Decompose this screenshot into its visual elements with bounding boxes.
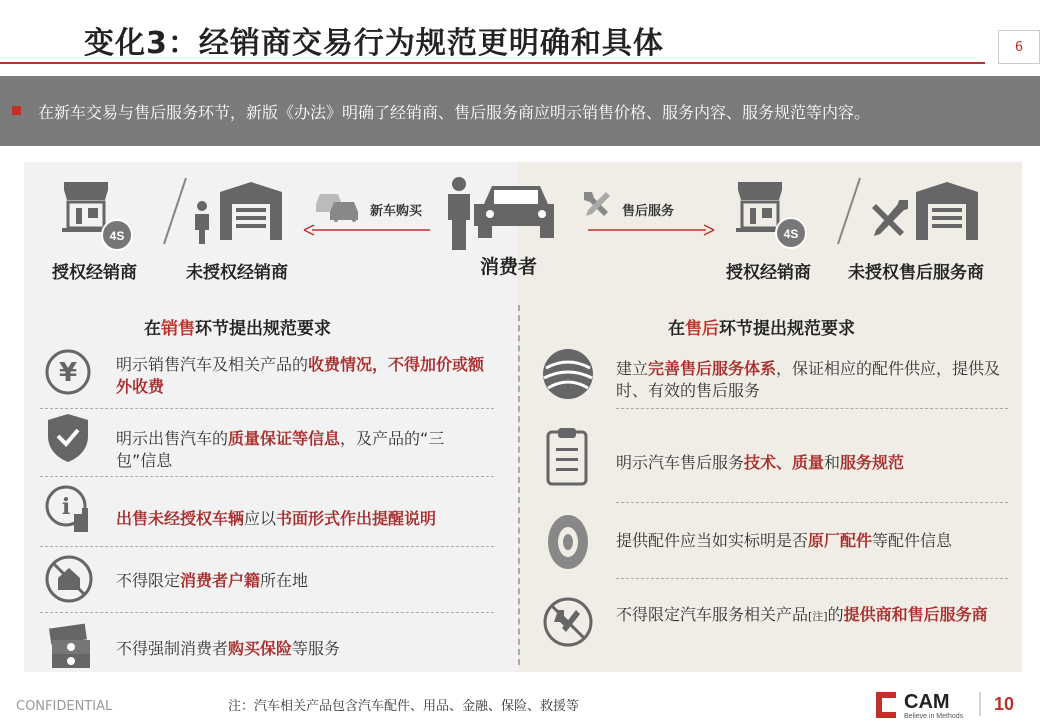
badge-4s-icon-right <box>774 216 808 250</box>
unauthorized-dealer-label: 未授权经销商 <box>186 263 288 283</box>
divider <box>40 546 494 547</box>
divider <box>40 476 494 477</box>
garage-icon-right <box>914 180 980 242</box>
info-pointer-icon <box>44 484 94 538</box>
shield-check-icon <box>46 412 90 464</box>
tire-icon <box>544 512 592 572</box>
svg-text:10: 10 <box>994 694 1015 714</box>
sales-item-5-text: 不得强制消费者购买保险等服务 <box>116 639 341 658</box>
clipboard-icon <box>544 426 590 486</box>
sales-item-3-text: 出售未经授权车辆应以书面形式作出提醒说明 <box>116 509 437 528</box>
svg-text:4S: 4S <box>109 229 125 243</box>
bullet-icon <box>12 106 21 115</box>
wrench-screwdriver-icon <box>868 200 908 240</box>
consumer-label: 消费者 <box>480 256 538 278</box>
sales-section-title: 在销售环节提出规范要求 <box>144 319 331 339</box>
sales-item-2-text: 明示出售汽车的质量保证等信息，及产品的“三包”信息 <box>116 429 445 470</box>
aftersales-item-4-text: 不得限定汽车服务相关产品[注]的提供商和售后服务商 <box>616 605 988 624</box>
arrow-left-icon <box>302 222 432 238</box>
cars-icon <box>314 186 362 222</box>
badge-4s-icon <box>100 218 134 252</box>
money-icon <box>48 622 94 670</box>
svg-text:CAM: CAM <box>904 691 950 713</box>
cam-logo <box>874 688 1034 724</box>
title-underline <box>0 62 985 64</box>
after-sales-service-label: 售后服务 <box>622 204 675 219</box>
sales-item-4-text: 不得限定消费者户籍所在地 <box>116 571 309 590</box>
yen-icon <box>44 348 92 396</box>
new-car-purchase-label: 新车购买 <box>370 204 423 219</box>
intro-text: 在新车交易与售后服务环节，新版《办法》明确了经销商、售后服务商应明示销售价格、服务内容、服务规范等内容。 <box>38 103 871 122</box>
footnote: 注：汽车相关产品包含汽车配件、用品、金融、保险、救援等 <box>228 699 580 714</box>
authorized-dealer-label-right: 授权经销商 <box>726 263 811 283</box>
svg-text:4S: 4S <box>783 227 799 241</box>
divider <box>40 612 494 613</box>
aftersales-item-1-text: 建立完善售后服务体系，保证相应的配件供应，提供及时、有效的售后服务 <box>616 359 1001 400</box>
page-number: 6 <box>998 30 1040 64</box>
section-divider <box>518 305 520 665</box>
intro-band <box>0 76 1040 146</box>
divider <box>616 578 1008 579</box>
svg-text:¥: ¥ <box>58 358 78 388</box>
svg-text:i: i <box>61 494 71 520</box>
divider <box>40 408 494 409</box>
divider <box>616 502 1008 503</box>
authorized-dealer-label-left: 授权经销商 <box>52 263 137 283</box>
page-title: 变化3：经销商交易行为规范更明确和具体 <box>84 26 664 61</box>
unauthorized-service-provider-label: 未授权售后服务商 <box>848 263 984 283</box>
svg-text:Believe in Methods: Believe in Methods <box>904 713 964 720</box>
globe-service-icon <box>540 346 596 402</box>
tools-icon <box>580 188 614 222</box>
arrow-right-icon <box>586 222 716 238</box>
divider-slash <box>160 176 190 246</box>
consumer-person-icon <box>444 176 474 250</box>
divider <box>616 408 1008 409</box>
no-house-icon <box>44 554 94 604</box>
sales-item-1-text: 明示销售汽车及相关产品的收费情况，不得加价或额外收费 <box>116 355 485 396</box>
no-tools-icon <box>542 596 594 648</box>
person-icon <box>190 200 214 244</box>
car-icon <box>474 180 558 240</box>
aftersales-section-title: 在售后环节提出规范要求 <box>668 319 855 339</box>
divider-slash-right <box>834 176 864 246</box>
aftersales-item-2-text: 明示汽车售后服务技术、质量和服务规范 <box>616 453 905 472</box>
garage-icon <box>218 180 284 242</box>
aftersales-item-3-text: 提供配件应当如实标明是否原厂配件等配件信息 <box>616 531 953 550</box>
confidential-label: CONFIDENTIAL <box>16 699 113 714</box>
